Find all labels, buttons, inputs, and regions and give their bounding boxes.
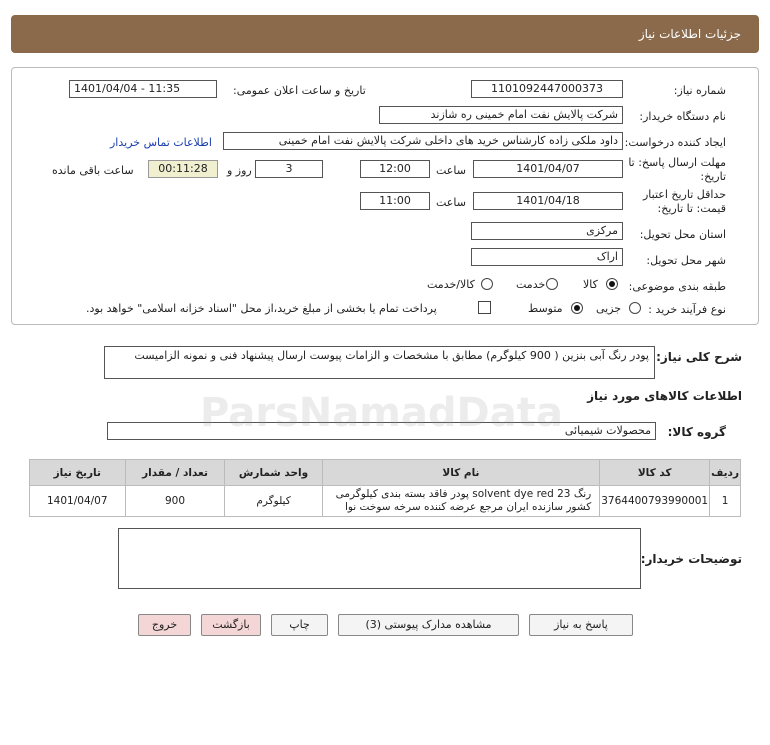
validity-label-2: قیمت: تا تاریخ: — [657, 202, 726, 215]
deadline-date-field: 1401/04/07 — [473, 160, 623, 178]
buyer-org-field: شرکت پالایش نفت امام خمینی ره شازند — [379, 106, 623, 124]
process-option-minor: جزیی — [596, 302, 622, 315]
remaining-label: ساعت باقی مانده — [52, 164, 134, 177]
cell-unit: کیلوگرم — [225, 486, 322, 517]
treasury-payment-note: پرداخت تمام یا بخشی از مبلغ خرید،از محل "اسناد خزانه اسلامی" خواهد بود. — [86, 302, 437, 315]
col-date: تاریخ نیاز — [30, 460, 126, 486]
buyer-notes-label: توضیحات خریدار: — [640, 552, 742, 566]
treasury-payment-checkbox[interactable] — [478, 301, 491, 314]
col-name: نام کالا — [322, 460, 600, 486]
contact-info-link[interactable]: اطلاعات تماس خریدار — [110, 136, 212, 149]
city-label: شهر محل تحویل: — [646, 254, 726, 267]
cell-code: 3764400793990001 — [600, 486, 710, 517]
exit-button[interactable]: خروج — [138, 614, 191, 636]
deadline-time-label: ساعت — [436, 164, 466, 177]
days-label: روز و — [227, 164, 252, 177]
page-header — [11, 15, 759, 53]
cell-name: رنگ solvent dye red 23 پودر فاقد بسته بندی کیلوگرمی کشور سازنده ایران مرجع عرضه کننده سرخه سوخت نوا — [322, 486, 600, 517]
goods-group-label: گروه کالا: — [667, 425, 726, 439]
need-number-field: 1101092447000373 — [471, 80, 623, 98]
goods-table — [29, 459, 741, 517]
creator-label: ایجاد کننده درخواست: — [624, 136, 726, 149]
process-label: نوع فرآیند خرید : — [648, 303, 726, 316]
category-radio-both[interactable] — [481, 278, 493, 290]
validity-date-field: 1401/04/18 — [473, 192, 623, 210]
province-field: مرکزی — [471, 222, 623, 240]
province-label: استان محل تحویل: — [639, 228, 726, 241]
remaining-timer: 00:11:28 — [148, 160, 218, 178]
announce-field: 1401/04/04 - 11:35 — [69, 80, 217, 98]
watermark: ParsNamadData — [200, 390, 563, 436]
back-button[interactable]: بازگشت — [201, 614, 261, 636]
days-field: 3 — [255, 160, 323, 178]
category-label: طبقه بندی موضوعی: — [628, 280, 726, 293]
attachments-button[interactable]: مشاهده مدارک پیوستی (3) — [338, 614, 519, 636]
category-radio-service[interactable] — [546, 278, 558, 290]
deadline-label: مهلت ارسال پاسخ: تا — [628, 156, 726, 169]
reply-button[interactable]: پاسخ به نیاز — [529, 614, 633, 636]
col-row: ردیف — [710, 460, 741, 486]
category-radio-goods[interactable] — [606, 278, 618, 290]
col-code: کد کالا — [600, 460, 710, 486]
announce-label: تاریخ و ساعت اعلان عمومی: — [233, 84, 366, 97]
buyer-notes-box — [118, 528, 641, 589]
table-header-row — [30, 460, 741, 486]
cell-row: 1 — [710, 486, 741, 517]
need-number-label: شماره نیاز: — [673, 84, 726, 97]
process-radio-medium[interactable] — [571, 302, 583, 314]
deadline-time-field: 12:00 — [360, 160, 430, 178]
deadline-label-2: تاریخ: — [700, 170, 726, 183]
goods-group-field: محصولات شیمیائی — [107, 422, 656, 440]
col-qty: تعداد / مقدار — [125, 460, 225, 486]
validity-time-field: 11:00 — [360, 192, 430, 210]
print-button[interactable]: چاپ — [271, 614, 328, 636]
category-option-service: خدمت — [516, 278, 546, 291]
process-radio-minor[interactable] — [629, 302, 641, 314]
creator-field: داود ملکی زاده کارشناس خرید های داخلی شرکت پالایش نفت امام خمینی — [223, 132, 623, 150]
page-title: جزئیات اطلاعات نیاز — [638, 27, 741, 41]
col-unit: واحد شمارش — [225, 460, 322, 486]
process-option-medium: متوسط — [528, 302, 563, 315]
cell-qty: 900 — [125, 486, 225, 517]
validity-label: حداقل تاریخ اعتبار — [642, 188, 726, 201]
category-option-goods: کالا — [583, 278, 598, 291]
goods-section-title: اطلاعات کالاهای مورد نیاز — [587, 389, 742, 403]
city-field: اراک — [471, 248, 623, 266]
category-option-both: کالا/خدمت — [427, 278, 475, 291]
cell-date: 1401/04/07 — [30, 486, 126, 517]
validity-time-label: ساعت — [436, 196, 466, 209]
table-row — [30, 486, 741, 517]
buyer-org-label: نام دستگاه خریدار: — [639, 110, 726, 123]
description-box: پودر رنگ آبی بنزین ( 900 کیلوگرم) مطابق با مشخصات و الزامات پیوست ارسال پیشنهاد فنی و نمونه الزامیست — [104, 346, 655, 379]
description-label: شرح کلی نیاز: — [656, 350, 742, 364]
